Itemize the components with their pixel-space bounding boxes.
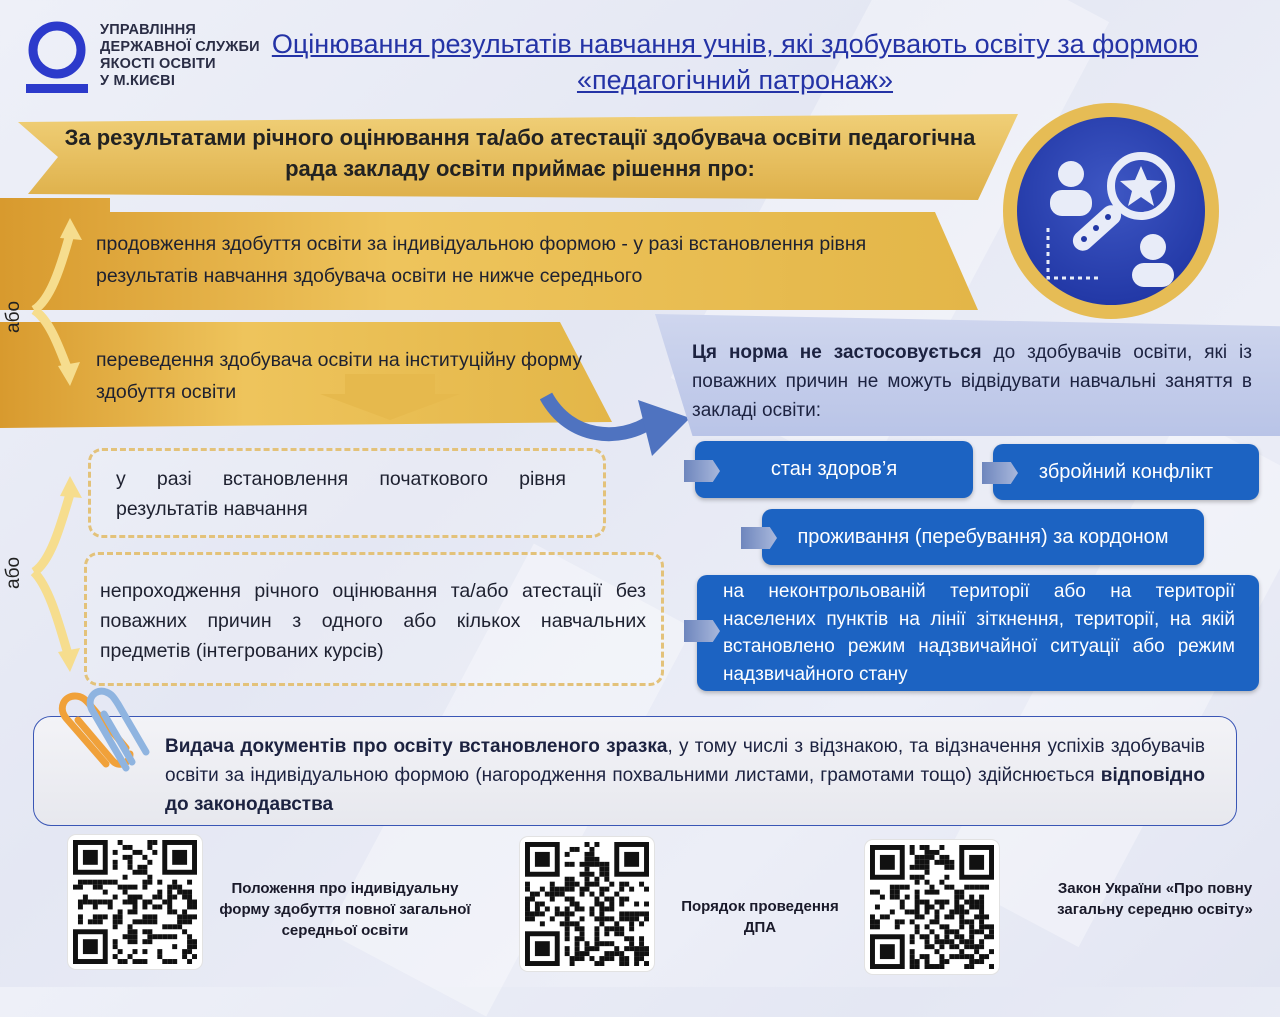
reason-uncontrolled-territory <box>697 575 1259 691</box>
info-text: , у тому числі з відзнакою, та відзначення успіхів здобувачів освіти за індивідуальною формою (нагородження похвальними листами, грамотами тощо) здійснюється <box>165 736 1205 786</box>
decision-continue-text: продовження здобуття освіти за індивідуальною формою - у разі встановлення рівня результатів навчання здобувача освіти не нижче середнього <box>96 233 867 287</box>
search-people-icon <box>1000 100 1222 322</box>
qr-caption: Порядок проведення ДПА <box>681 898 839 936</box>
qr-code-icon <box>525 842 649 966</box>
decision-banner-text: За результатами річного оцінювання та/або атестації здобувача освіти педагогічна рада закладу освіти приймає рішення про: <box>64 125 976 181</box>
tab-marker-icon <box>684 460 720 482</box>
reason-label: на неконтрольованій території або на території населених пунктів на лінії зіткнення, території, на якій встановлено режим надзвичайної ситуації або режим надзвичайного стану <box>723 581 1235 685</box>
tab-marker-icon <box>741 527 777 549</box>
qr-caption: Закон України «Про повну загальну середню освіту» <box>1057 880 1253 918</box>
branch-arrow-icon <box>20 468 90 678</box>
reason-armed-conflict <box>993 444 1259 500</box>
exception-text <box>692 338 1252 425</box>
paperclip-icon <box>48 684 158 780</box>
page-title[interactable]: Оцінювання результатів навчання учнів, які здобувають освіту за формою «педагогічний патронаж» <box>271 29 1199 95</box>
decision-transfer-text: переведення здобувача освіти на інституційну форму здобуття освіти <box>96 349 583 403</box>
qr-code-card[interactable] <box>865 840 999 974</box>
info-bold: відповідно до законодавства <box>165 765 1205 815</box>
org-name-line: У М.КИЄВІ <box>100 73 176 89</box>
qr-code-card[interactable] <box>68 835 202 969</box>
reason-abroad <box>762 509 1204 565</box>
qr-caption: Положення про індивідуальну форму здобуття повної загальної середньої освіти <box>219 880 471 939</box>
org-name-line: УПРАВЛІННЯ <box>100 22 196 38</box>
org-name-line: ДЕРЖАВНОЇ СЛУЖБИ <box>100 39 260 55</box>
reason-label: проживання (перебування) за кордоном <box>797 525 1169 548</box>
or-label: або <box>3 300 24 333</box>
tab-marker-icon <box>982 462 1018 484</box>
or-label: або <box>3 556 24 589</box>
condition-no-assessment-text: непроходження річного оцінювання та/або атестації без поважних причин з одного або кількох навчальних предметів (інтегрованих курсів) <box>100 580 646 662</box>
branch-arrow-icon <box>20 210 90 390</box>
reason-label: збройний конфлікт <box>1038 460 1214 483</box>
exception-text-rest: до здобувачів освіти, які із поважних причин не можуть відвідувати навчальні заняття в закладі освіти: <box>692 342 1252 421</box>
org-logo-icon <box>22 18 92 96</box>
qr-code-icon <box>870 845 994 969</box>
exception-text-bold: Ця норма не застосовується <box>692 342 982 363</box>
qr-code-icon <box>73 840 197 964</box>
tab-marker-icon <box>684 620 720 642</box>
info-bold: Видача документів про освіту встановленого зразка <box>165 736 668 757</box>
reason-health <box>695 441 973 498</box>
condition-initial-level-text: у разі встановлення початкового рівня результатів навчання <box>116 468 566 520</box>
org-name-line: ЯКОСТІ ОСВІТИ <box>100 56 216 72</box>
reason-label: стан здоров’я <box>770 458 898 480</box>
qr-code-card[interactable] <box>520 837 654 971</box>
org-name <box>100 22 260 90</box>
documents-info-text <box>165 732 1205 819</box>
